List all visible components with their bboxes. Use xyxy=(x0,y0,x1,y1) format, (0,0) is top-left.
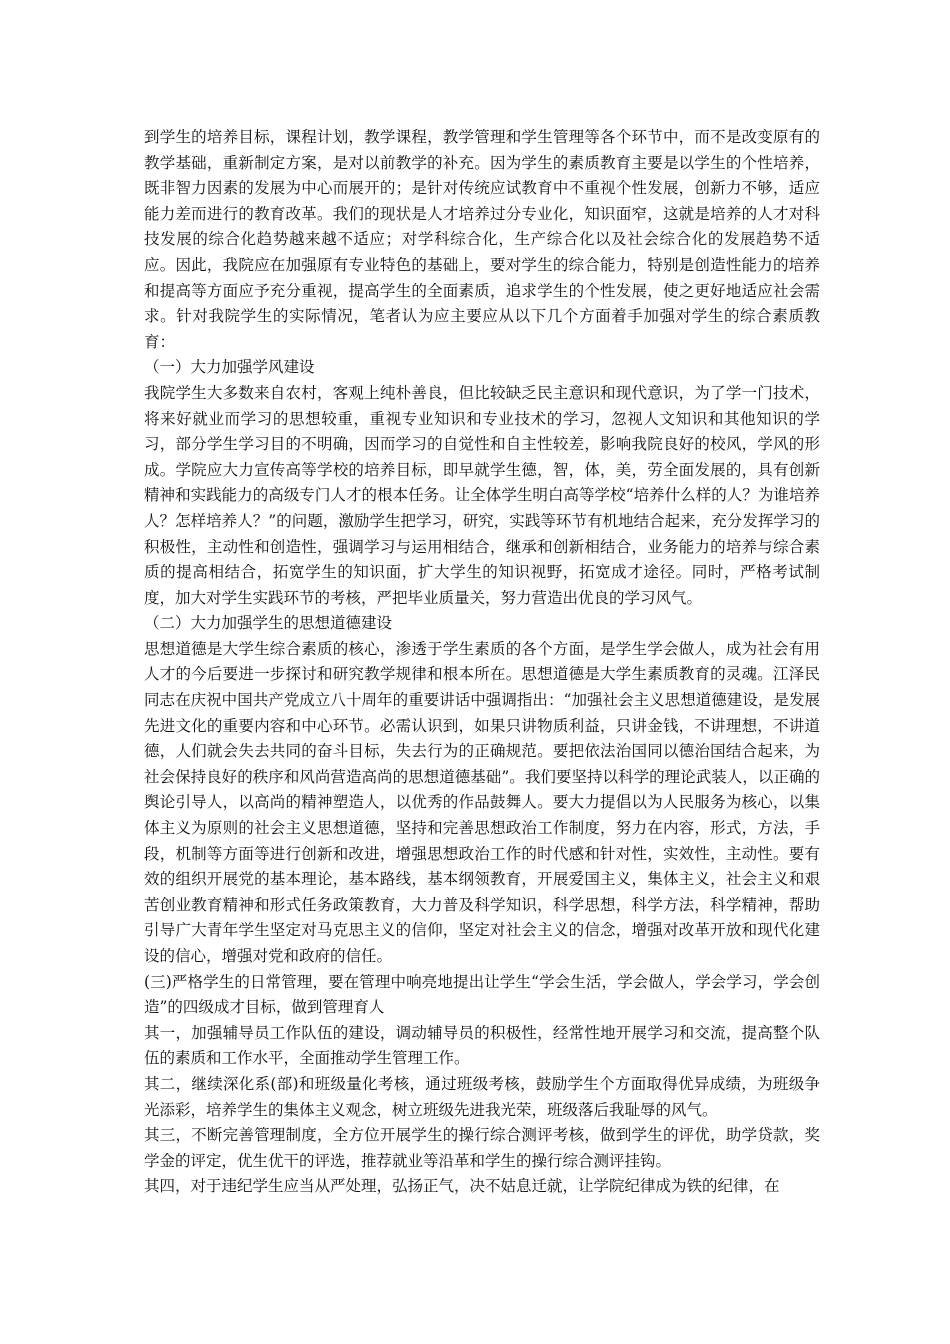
list-item: 其三，不断完善管理制度，全方位开展学生的操行综合测评考核，做到学生的评优，助学贷款，奖学金的评定，优生优干的评选，推荐就业等沿革和学生的操行综合测评挂钩。 xyxy=(144,1126,820,1170)
section-heading: （二）大力加强学生的思想道德建设 xyxy=(144,614,393,633)
section-heading: （一）大力加强学风建设 xyxy=(144,358,315,377)
body-paragraph: 我院学生大多数来自农村，客观上纯朴善良，但比较缺乏民主意识和现代意识，为了学一门技术，将来好就业而学习的思想较重，重视专业知识和专业技术的学习，忽视人文知识和其他知识的学习，部分学生学习目的不明确，因而学习的自觉性和自主性较差，影响我院良好的校风，学风的形成。学院应大力宣传高等学校的培养目标，即早就学生德，智，体，美，劳全面发展的，具有创新精神和实践能力的高级专门人才的根本任务。让全体学生明白高等学校“培养什么样的人？为谁培养人？怎样培养人？”的问题，激励学生把学习，研究，实践等环节有机地结合起来，充分发挥学习的积极性，主动性和创造性，强调学习与运用相结合，继承和创新相结合，业务能力的培养与综合素质的提高相结合，拓宽学生的知识面，扩大学生的知识视野，拓宽成才途径。同时，严格考试制度，加大对学生实践环节的考核，严把毕业质量关，努力营造出优良的学习风气。 xyxy=(144,383,820,607)
list-item: 其二，继续深化系(部)和班级量化考核，通过班级考核，鼓励学生个方面取得优异成绩，为班级争光添彩，培养学生的集体主义观念，树立班级先进我光荣，班级落后我耻辱的风气。 xyxy=(144,1074,820,1119)
body-paragraph: 思想道德是大学生综合素质的核心，渗透于学生素质的各个方面，是学生学会做人，成为社会有用人才的今后要进一步探讨和研究教学规律和根本所在。思想道德是大学生素质教育的灵魂。江泽民同志在庆祝中国共产党成立八十周年的重要讲话中强调指出：“加强社会主义思想道德建设，是发展先进文化的重要内容和中心环节。必需认识到，如果只讲物质利益，只讲金钱，不讲理想，不讲道德，人们就会失去共同的奋斗目标，失去行为的正确规范。要把依法治国同以德治国结合起来，为社会保持良好的秩序和风尚营造高尚的思想道德基础”。我们要坚持以科学的理论武装人，以正确的舆论引导人，以高尚的精神塑造人，以优秀的作品鼓舞人。要大力提倡以为人民服务为核心，以集体主义为原则的社会主义思想道德，坚持和完善思想政治工作制度，努力在内容，形式，方法，手段，机制等方面等进行创新和改进，增强思想政治工作的时代感和针对性，实效性，主动性。要有效的组织开展党的基本理论，基本路线，基本纲领教育，开展爱国主义，集体主义，社会主义和艰苦创业教育精神和形式任务政策教育，大力普及科学知识，科学思想，科学方法，科学精神，帮助引导广大青年学生坚定对马克思主义的信仰，坚定对社会主义的信念，增强对改革开放和现代化建设的信心，增强对党和政府的信任。 xyxy=(144,639,820,965)
body-paragraph: 到学生的培养目标，课程计划，教学课程，教学管理和学生管理等各个环节中，而不是改变原有的教学基础，重新制定方案，是对以前教学的补充。因为学生的素质教育主要是以学生的个性培养，既非智力因素的发展为中心而展开的；是针对传统应试教育中不重视个性发展，创新力不够，适应能力差而进行的教育改革。我们的现状是人才培养过分专业化，知识面窄，这就是培养的人才对科技发展的综合化趋势越来越不适应；对学科综合化，生产综合化以及社会综合化的发展趋势不适应。因此，我院应在加强原有专业特色的基础上，要对学生的综合能力，特别是创造性能力的培养和提高等方面应予充分重视，提高学生的全面素质，追求学生的个性发展，使之更好地适应社会需求。针对我院学生的实际情况，笔者认为应主要应从以下几个方面着手加强对学生的综合素质教育： xyxy=(144,128,820,351)
list-item: 其一，加强辅导员工作队伍的建设，调动辅导员的积极性，经常性地开展学习和交流，提高整个队伍的素质和工作水平，全面推动学生管理工作。 xyxy=(144,1023,820,1068)
list-item: 其四，对于违纪学生应当从严处理，弘扬正气，决不姑息迁就，让学院纪律成为铁的纪律，在 xyxy=(144,1177,780,1196)
section-heading: (三)严格学生的日常管理，要在管理中响亮地提出让学生“学会生活，学会做人，学会学习，学会创造”的四级成才目标，做到管理育人 xyxy=(144,972,820,1017)
document-page xyxy=(144,125,820,1200)
